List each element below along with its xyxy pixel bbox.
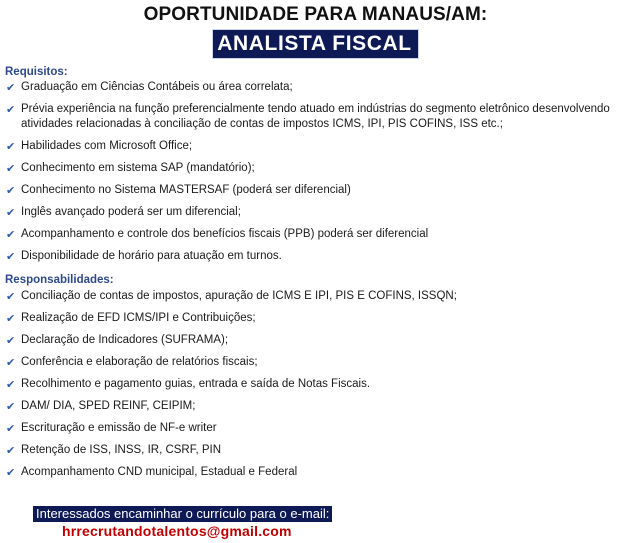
list-item-text: Conhecimento no Sistema MASTERSAF (poderá ser diferencial)	[21, 184, 351, 196]
list-item-text: Acompanhamento CND municipal, Estadual e Federal	[21, 466, 298, 478]
list-item-text: Disponibilidade de horário para atuação em turnos.	[21, 250, 282, 262]
list-item-text: Escrituração e emissão de NF-e writer	[21, 422, 217, 434]
list-item	[5, 249, 627, 264]
list-item	[5, 355, 627, 370]
list-item	[5, 139, 627, 154]
list-item	[5, 80, 627, 95]
check-icon: ✔	[6, 356, 16, 369]
responsabilidades-list	[5, 289, 627, 480]
check-icon: ✔	[6, 422, 16, 435]
list-item	[5, 333, 627, 348]
list-item	[5, 289, 627, 304]
check-icon: ✔	[6, 290, 16, 303]
responsabilidades-heading: Responsabilidades:	[5, 274, 114, 286]
check-icon: ✔	[6, 466, 16, 479]
check-icon: ✔	[6, 162, 16, 175]
list-item	[5, 377, 627, 392]
list-item-text: Realização de EFD ICMS/IPI e Contribuições;	[21, 312, 256, 324]
check-icon: ✔	[6, 378, 16, 391]
list-item-text: DAM/ DIA, SPED REINF, CEIPIM;	[21, 400, 196, 412]
list-item	[5, 399, 627, 414]
check-icon: ✔	[6, 400, 16, 413]
check-icon: ✔	[6, 250, 16, 263]
check-icon: ✔	[6, 206, 16, 219]
list-item	[5, 311, 627, 326]
requisitos-heading: Requisitos:	[5, 66, 68, 78]
list-item-text: Habilidades com Microsoft Office;	[21, 140, 193, 152]
requisitos-list	[5, 80, 627, 264]
cta-banner: Interessados encaminhar o currículo para o e-mail:	[33, 506, 332, 522]
list-item-text: Conferência e elaboração de relatórios fiscais;	[21, 356, 258, 368]
check-icon: ✔	[6, 312, 16, 325]
list-item-text: Retenção de ISS, INSS, IR, CSRF, PIN	[21, 444, 222, 456]
list-item	[5, 183, 627, 198]
list-item	[5, 227, 627, 242]
contact-email[interactable]: hrrecrutandotalentos@gmail.com	[62, 523, 292, 539]
list-item-text: Declaração de Indicadores (SUFRAMA);	[21, 334, 229, 346]
list-item-text: Conciliação de contas de impostos, apuração de ICMS E IPI, PIS E COFINS, ISSQN;	[21, 290, 457, 302]
page-title: OPORTUNIDADE PARA MANAUS/AM:	[143, 4, 488, 25]
list-item	[5, 205, 627, 220]
check-icon: ✔	[6, 334, 16, 347]
list-item	[5, 102, 627, 132]
check-icon: ✔	[6, 81, 16, 94]
check-icon: ✔	[6, 140, 16, 153]
job-title-banner: ANALISTA FISCAL	[212, 29, 418, 59]
list-item	[5, 465, 627, 480]
list-item-text: Conhecimento em sistema SAP (mandatório);	[21, 162, 255, 174]
check-icon: ✔	[6, 103, 16, 116]
check-icon: ✔	[6, 444, 16, 457]
list-item	[5, 161, 627, 176]
list-item-text: Inglês avançado poderá ser um diferencial;	[21, 206, 241, 218]
check-icon: ✔	[6, 184, 16, 197]
check-icon: ✔	[6, 228, 16, 241]
list-item-text: Graduação em Ciências Contábeis ou área correlata;	[21, 81, 293, 93]
list-item-text: Prévia experiência na função preferencialmente tendo atuado em indústrias do segmento eletrônico desenvolvendo atividades relacionadas à conciliação de contas de impostos ICMS, IPI, PIS COFINS, ISS etc.;	[21, 103, 610, 130]
list-item	[5, 421, 627, 436]
list-item-text: Recolhimento e pagamento guias, entrada e saída de Notas Fiscais.	[21, 378, 371, 390]
list-item	[5, 443, 627, 458]
list-item-text: Acompanhamento e controle dos benefícios fiscais (PPB) poderá ser diferencial	[21, 228, 429, 240]
subtitle-wrap	[0, 29, 631, 59]
